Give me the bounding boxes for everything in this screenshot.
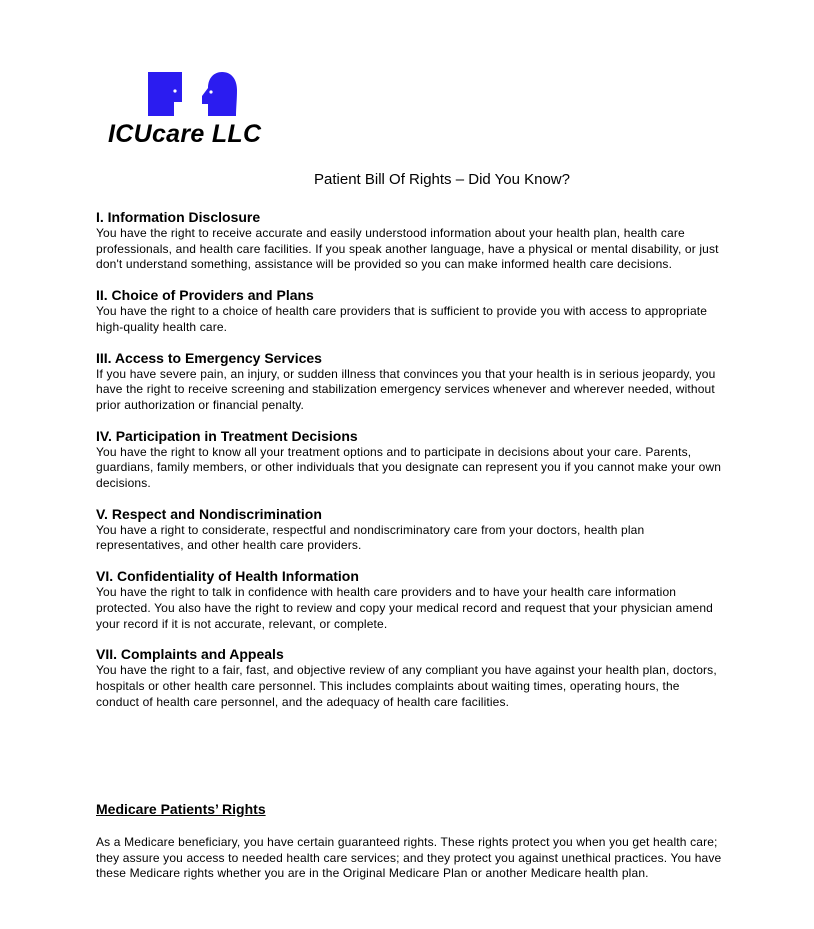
section-information-disclosure [96, 209, 726, 273]
section-heading: VI. Confidentiality of Health Information [96, 568, 359, 585]
section-body: You have the right to receive accurate and easily understood information about your health plan, health care professionals, and health care facilities. If you speak another language, have a physical or mental disability, or just don't understand something, assistance will be provided so you can make informed health care decisions. [96, 226, 719, 272]
section-body: You have a right to considerate, respectful and nondiscriminatory care from your doctors, health plan representatives, and other health care providers. [96, 522, 645, 553]
medicare-heading: Medicare Patients’ Rights [96, 801, 266, 817]
section-body: You have the right to a choice of health care providers that is sufficient to provide you with access to appropriate high-quality health care. [96, 304, 708, 334]
company-logo [108, 72, 288, 152]
page-title: Patient Bill Of Rights – Did You Know? [314, 171, 570, 188]
two-heads-facing-icon [148, 72, 238, 116]
section-respect-nondiscrimination [96, 506, 726, 554]
company-name: ICUcare LLC [108, 120, 262, 148]
section-emergency-services [96, 350, 726, 414]
section-heading: VII. Complaints and Appeals [96, 646, 284, 663]
section-body: You have the right to talk in confidence with health care providers and to have your health care information protected. You also have the right to review and copy your medical record and request that your physician amend your record if it is not accurate, relevant, or complete. [96, 585, 714, 631]
section-body: You have the right to a fair, fast, and objective review of any compliant you have against your health plan, doctors, hospitals or other health care personnel. This includes complaints about waiting times, operating hours, the conduct of health care personnel, and the adequacy of health care facilities. [96, 663, 717, 709]
section-heading: V. Respect and Nondiscrimination [96, 505, 322, 522]
section-complaints-appeals [96, 646, 726, 710]
section-heading: II. Choice of Providers and Plans [96, 287, 314, 304]
section-heading: III. Access to Emergency Services [96, 349, 322, 366]
section-confidentiality [96, 568, 726, 632]
section-choice-of-providers [96, 287, 726, 335]
section-treatment-decisions [96, 428, 726, 492]
medicare-body: As a Medicare beneficiary, you have certain guaranteed rights. These rights protect you when you get health care; they assure you access to needed health care services; and they protect you against unethical practices. You have these Medicare rights whether you are in the Original Medicare Plan or another Medicare health plan. [96, 835, 722, 881]
medicare-rights [96, 801, 726, 882]
rights-list [96, 209, 726, 724]
section-heading: I. Information Disclosure [96, 209, 261, 225]
section-body: If you have severe pain, an injury, or sudden illness that convinces you that your health is in serious jeopardy, you have the right to receive screening and stabilization emergency services whenever and wherever needed, without prior authorization or financial penalty. [96, 366, 716, 412]
section-heading: IV. Participation in Treatment Decisions [96, 427, 358, 444]
section-body: You have the right to know all your treatment options and to participate in decisions about your care. Parents, guardians, family members, or other individuals that you designate can represent you if you cannot make your own decisions. [96, 444, 722, 491]
